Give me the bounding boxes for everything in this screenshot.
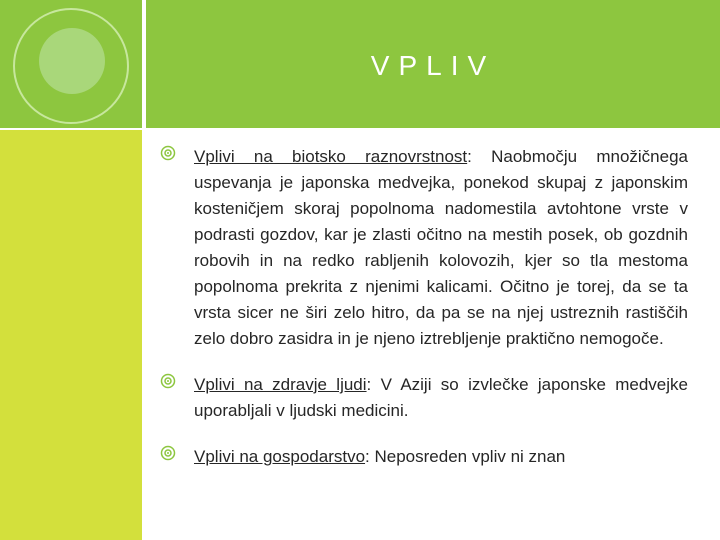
flower-bullet-icon (160, 373, 180, 393)
decor-circle-filled (39, 28, 105, 94)
slide-content (160, 144, 688, 490)
flower-bullet-icon (160, 145, 180, 165)
bullet-text: : Neposreden vpliv ni znan (365, 447, 566, 466)
bullet-lead: Vplivi na zdravje ljudi (194, 375, 367, 394)
flower-bullet-icon (160, 445, 180, 465)
bullet-biodiversity (160, 144, 688, 352)
bullet-text: : V Aziji so izvlečke japonske medvejke uporabljali v ljudski medicini. (194, 375, 688, 420)
bullet-lead: Vplivi na gospodarstvo (194, 447, 366, 466)
bullet-text: : Naobmočju množičnega uspevanja je japonska medvejka, ponekod skupaj z japonskim kosteničjem skoraj popolnoma nadomestila avtohtone vrste v podrasti gozdov, kar je zlasti očitno na mestih posek, ob gozdnih robovih in na redko rabljenih kolovozih, kjer so tla mestoma popolnoma prekrita z njenimi kalicami. Očitno je torej, da se ta vrsta sicer ne širi zelo hitro, da pa se na njej ustreznih rastiščih zelo dobro zasidra in je njeno iztrebljenje praktično nemogoče. (194, 147, 689, 348)
horizontal-divider (0, 128, 720, 130)
bullet-lead: Vplivi na biotsko raznovrstnost (194, 147, 468, 166)
bullet-health (160, 372, 688, 424)
slide-title: VPLIV (370, 50, 496, 81)
bullet-economy (160, 444, 688, 470)
